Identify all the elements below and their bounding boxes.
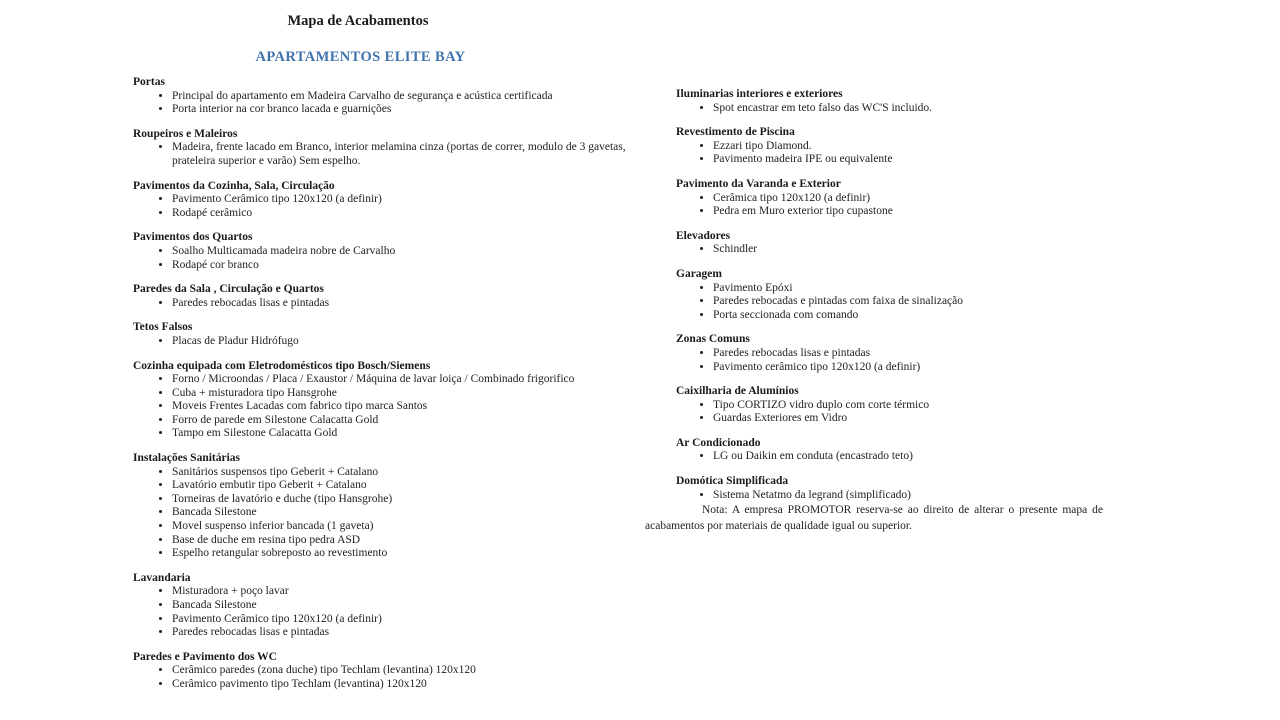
section-heading: Paredes da Sala , Circulação e Quartos [133,283,324,296]
section-list [133,466,641,561]
section-pavimentos-da-cozinha-sala-circulacao [133,180,641,221]
section-heading: Pavimento da Varanda e Exterior [676,177,841,190]
document-title: Mapa de Acabamentos [287,13,429,29]
section-heading: Domótica Simplificada [676,475,789,488]
section-lavandaria [133,572,641,640]
section-heading: Tetos Falsos [133,321,193,334]
section-heading: Instalações Sanitárias [133,452,241,465]
list-item: • Spot encastrar em teto falso das WC'S incluido. [713,102,1124,116]
section-list [676,243,1124,257]
section-list [676,102,1124,116]
section-portas [133,76,641,117]
section-heading: Cozinha equipada com Eletrodomésticos tipo Bosch/Siemens [133,359,431,372]
list-item: • Movel suspenso inferior bancada (1 gaveta) [172,520,641,534]
list-item: • Sanitários suspensos tipo Geberit + Catalano [172,466,641,480]
section-caixilharia-de-aluminios [676,385,1124,426]
section-list [133,245,641,272]
section-pavimentos-dos-quartos [133,231,641,272]
list-item: • Misturadora + poço lavar [172,585,641,599]
list-item: • Cuba + misturadora tipo Hansgrohe [172,387,641,401]
list-item: • Paredes rebocadas lisas e pintadas [172,626,641,640]
section-list [133,90,641,117]
section-list [676,450,1124,464]
list-item: • Pavimento madeira IPE ou equivalente [713,153,1124,167]
section-heading: Caixilharia de Alumínios [676,385,799,398]
list-item: • Schindler [713,243,1124,257]
list-item: • Principal do apartamento em Madeira Carvalho de segurança e acústica certificada [172,90,641,104]
list-item: • Paredes rebocadas lisas e pintadas [172,297,641,311]
section-instalacoes-sanitarias [133,452,641,561]
list-item: • Pedra em Muro exterior tipo cupastone [713,205,1124,219]
list-item: • Cerâmica tipo 120x120 (a definir) [713,192,1124,206]
list-item: • Bancada Silestone [172,599,641,613]
list-item: • Tampo em Silestone Calacatta Gold [172,427,641,441]
section-heading: Iluminarias interiores e exteriores [676,88,843,100]
section-heading: Portas [133,76,165,88]
section-list [133,297,641,311]
section-zonas-comuns [676,333,1124,374]
section-tetos-falsos [133,321,641,348]
section-list [676,192,1124,219]
section-heading: Garagem [676,267,722,280]
section-list [133,335,641,349]
note-paragraph: Nota: A empresa PROMOTOR reserva-se ao direito de alterar o presente mapa de acabamentos por materiais de qualidade igual ou superior. [645,504,1103,532]
section-list [676,282,1124,323]
list-item: • Lavatório embutir tipo Geberit + Catalano [172,479,641,493]
list-item: • Torneiras de lavatório e duche (tipo Hansgrohe) [172,493,641,507]
section-ar-condicionado [676,437,1124,464]
list-item: • Cerâmico pavimento tipo Techlam (levantina) 120x120 [172,678,641,692]
list-item: • Moveis Frentes Lacadas com fabrico tipo marca Santos [172,400,641,414]
list-item: • Rodapé cor branco [172,259,641,273]
section-heading: Lavandaria [133,571,191,584]
section-heading: Zonas Comuns [676,333,750,346]
section-list [133,373,641,441]
list-item: • Bancada Silestone [172,506,641,520]
section-heading: Elevadores [676,229,731,242]
section-heading: Pavimentos da Cozinha, Sala, Circulação [133,179,335,192]
section-list [676,140,1124,167]
list-item: • Ezzari tipo Diamond. [713,140,1124,154]
section-list [133,193,641,220]
list-item: • Espelho retangular sobreposto ao revestimento [172,547,641,561]
section-heading: Ar Condicionado [676,436,761,449]
section-domotica-simplificada [676,475,1124,502]
list-item: • Tipo CORTIZO vidro duplo com corte térmico [713,399,1124,413]
list-item: • Porta interior na cor branco lacada e guarnições [172,103,641,117]
section-paredes-da-sala-circulacao-e-quartos [133,283,641,310]
list-item: • Sistema Netatmo da legrand (simplificado) [713,489,1124,503]
list-item: • LG ou Daikin em conduta (encastrado teto) [713,450,1124,464]
document-subtitle: APARTAMENTOS ELITE BAY [255,49,466,65]
list-item: • Base de duche em resina tipo pedra ASD [172,534,641,548]
section-heading: Roupeiros e Maleiros [133,127,238,140]
section-cozinha-equipada-com-eletrodomesticos-tipo-bosch-siemens [133,360,641,442]
list-item: • Paredes rebocadas lisas e pintadas [713,347,1124,361]
section-heading: Revestimento de Piscina [676,126,795,139]
section-roupeiros-e-maleiros [133,128,641,169]
section-heading: Pavimentos dos Quartos [133,231,253,244]
list-item: • Soalho Multicamada madeira nobre de Carvalho [172,245,641,259]
section-elevadores [676,230,1124,257]
list-item: • Porta seccionada com comando [713,309,1124,323]
section-paredes-e-pavimento-dos-wc [133,651,641,692]
section-list [676,399,1124,426]
section-list [676,347,1124,374]
list-item: • Guardas Exteriores em Vidro [713,412,1124,426]
list-item: • Pavimento Cerâmico tipo 120x120 (a definir) [172,613,641,627]
list-item: • Paredes rebocadas e pintadas com faixa de sinalização [713,295,1124,309]
section-garagem [676,268,1124,322]
left-column [133,76,641,703]
list-item: • Forro de parede em Silestone Calacatta Gold [172,414,641,428]
list-item: • Pavimento Epóxi [713,282,1124,296]
section-list [133,141,641,168]
list-item: • Rodapé cerâmico [172,207,641,221]
section-iluminarias-interiores-e-exteriores [676,88,1124,115]
right-column [676,88,1124,513]
section-revestimento-de-piscina [676,126,1124,167]
section-heading: Paredes e Pavimento dos WC [133,650,277,663]
list-item: • Placas de Pladur Hidrófugo [172,335,641,349]
list-item: • Cerâmico paredes (zona duche) tipo Techlam (levantina) 120x120 [172,664,641,678]
section-list [133,585,641,639]
section-pavimento-da-varanda-e-exterior [676,178,1124,219]
list-item: • Forno / Microondas / Placa / Exaustor / Máquina de lavar loiça / Combinado frigorifico [172,373,641,387]
list-item: • Pavimento Cerâmico tipo 120x120 (a definir) [172,193,641,207]
list-item: • Pavimento cerâmico tipo 120x120 (a definir) [713,361,1124,375]
section-list [133,664,641,691]
list-item: • Madeira, frente lacado em Branco, interior melamina cinza (portas de correr, modulo de 3 gavetas, prateleira superior e varão) Sem espelho. [172,141,641,168]
section-list [676,489,1124,503]
